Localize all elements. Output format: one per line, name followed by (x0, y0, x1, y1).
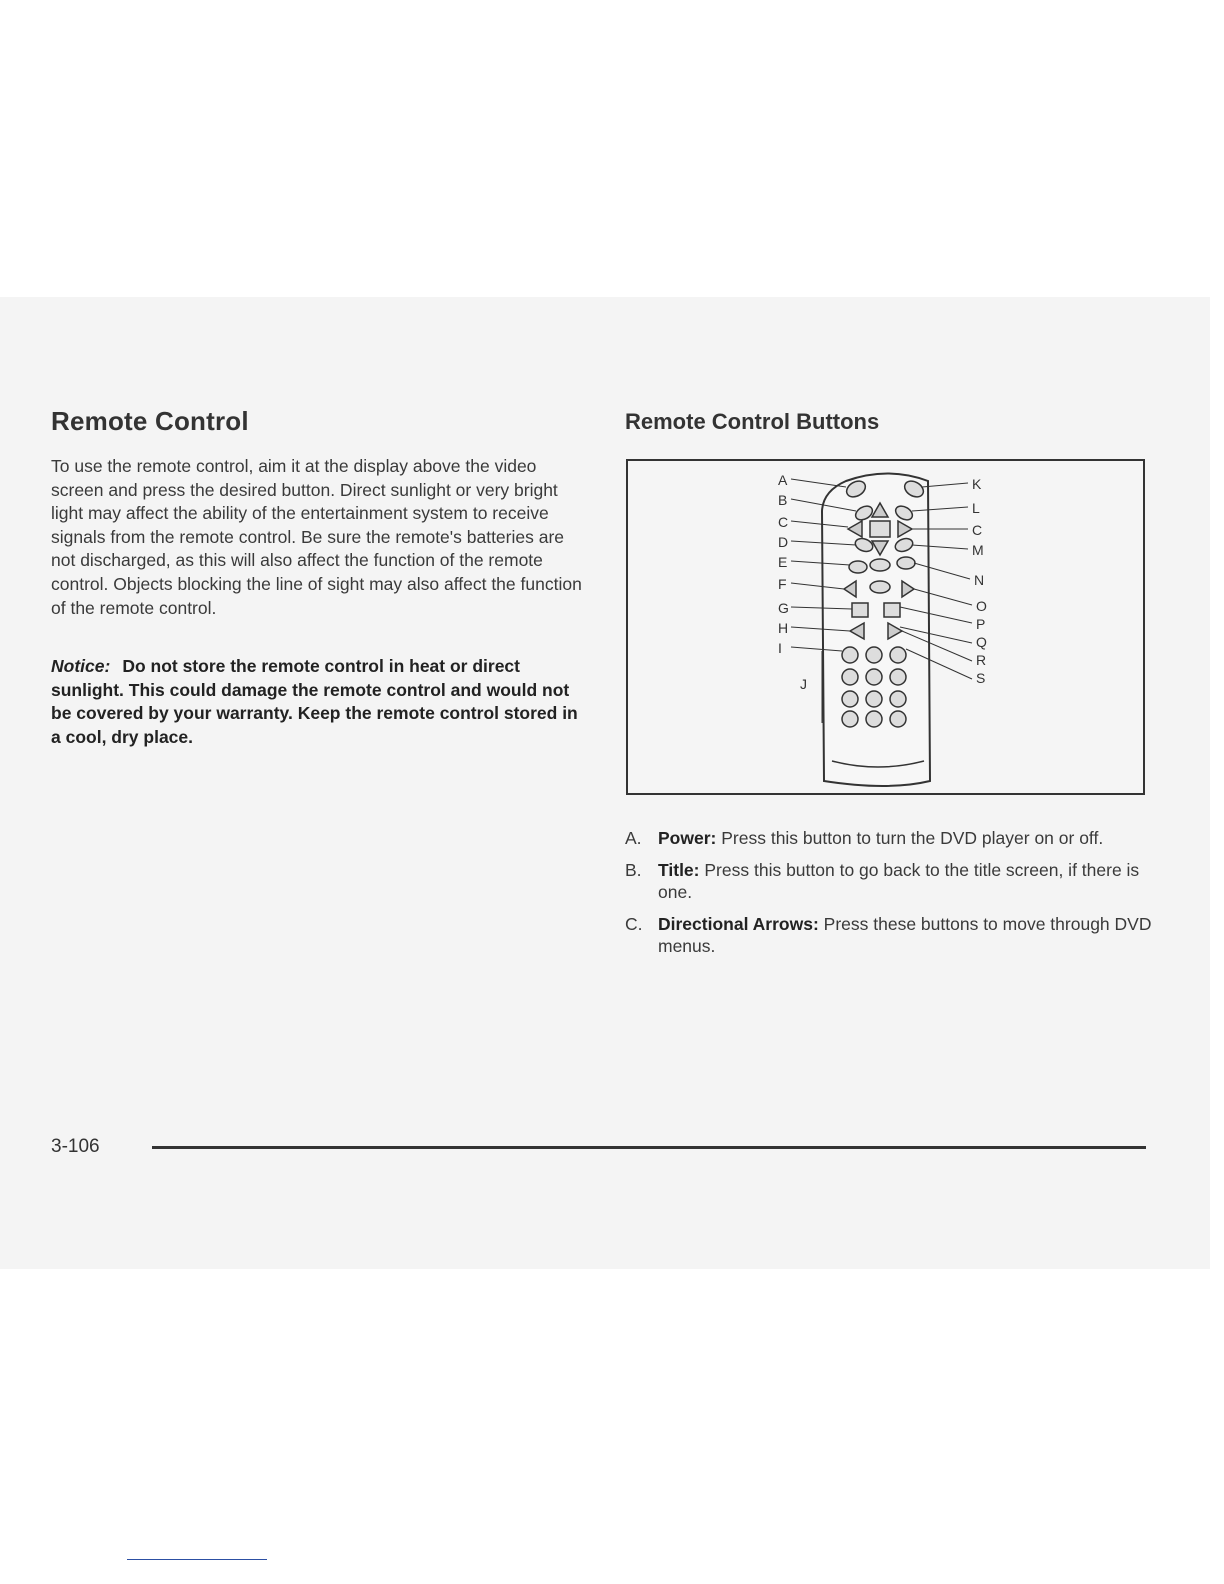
button-mid (870, 581, 890, 593)
notice-text: Do not store the remote control in heat or direct sunlight. This could damage the remote control and would not be covered by your warranty. Keep the remote control stored in a cool, dry place. (51, 656, 578, 747)
callout-k: K (972, 476, 982, 492)
callout-g: G (778, 600, 789, 616)
notice-label: Notice: (51, 656, 111, 676)
item-label: Power: (658, 828, 717, 848)
list-item (625, 859, 1155, 904)
buttons-list (625, 827, 1155, 967)
button-center (870, 559, 890, 571)
callouts-left (778, 472, 807, 692)
enter-button (870, 521, 890, 537)
notice-paragraph (51, 655, 586, 749)
footer-rule (152, 1146, 1146, 1149)
callout-h: H (778, 620, 789, 636)
button-e (849, 561, 867, 573)
callout-n: N (974, 572, 985, 588)
item-label: Title: (658, 859, 700, 880)
callout-a: A (778, 472, 788, 488)
item-text: Press this button to turn the DVD player on or off. (721, 828, 1104, 848)
item-letter: A. (625, 828, 642, 848)
callout-q: Q (976, 634, 987, 650)
callout-l: L (972, 500, 980, 516)
callout-j: J (800, 676, 807, 692)
callout-b: B (778, 492, 788, 508)
remote-control-figure (626, 459, 1145, 795)
callout-c-right: C (972, 522, 983, 538)
page-title: Remote Control (51, 406, 249, 436)
callout-c: C (778, 514, 789, 530)
callout-m: M (972, 542, 984, 558)
item-text: Press these buttons to move through DVD menus. (658, 913, 1152, 956)
footer-link-underline (127, 1559, 267, 1560)
callout-d: D (778, 534, 789, 550)
item-text: Press this button to go back to the title screen, if there is one. (658, 859, 1140, 902)
item-letter: C. (625, 913, 643, 934)
item-label: Directional Arrows: (658, 913, 819, 934)
page-number: 3-106 (51, 1136, 100, 1157)
callout-p: P (976, 616, 986, 632)
callouts-right (972, 476, 987, 686)
play-pause-button (884, 603, 900, 617)
item-letter: B. (625, 859, 642, 880)
callout-r: R (976, 652, 987, 668)
stop-button (852, 603, 868, 617)
buttons-section-title: Remote Control Buttons (625, 409, 880, 434)
list-item (625, 827, 1155, 850)
callout-s: S (976, 670, 986, 686)
button-n (897, 557, 915, 569)
intro-paragraph: To use the remote control, aim it at the display above the video screen and press the desired button. Direct sunlight or very bright light may affect the ability of the entertainment system to receive signals from the remote control. Be sure the remote's batteries are not discharged, as this will also affect the function of the remote control. Objects blocking the line of sight may also affect the function of the remote control. (51, 456, 582, 618)
callout-o: O (976, 598, 987, 614)
list-item (625, 913, 1155, 958)
callout-f: F (778, 576, 787, 592)
callout-e: E (778, 554, 788, 570)
callout-i: I (778, 640, 782, 656)
remote-control-illustration (628, 461, 1143, 793)
